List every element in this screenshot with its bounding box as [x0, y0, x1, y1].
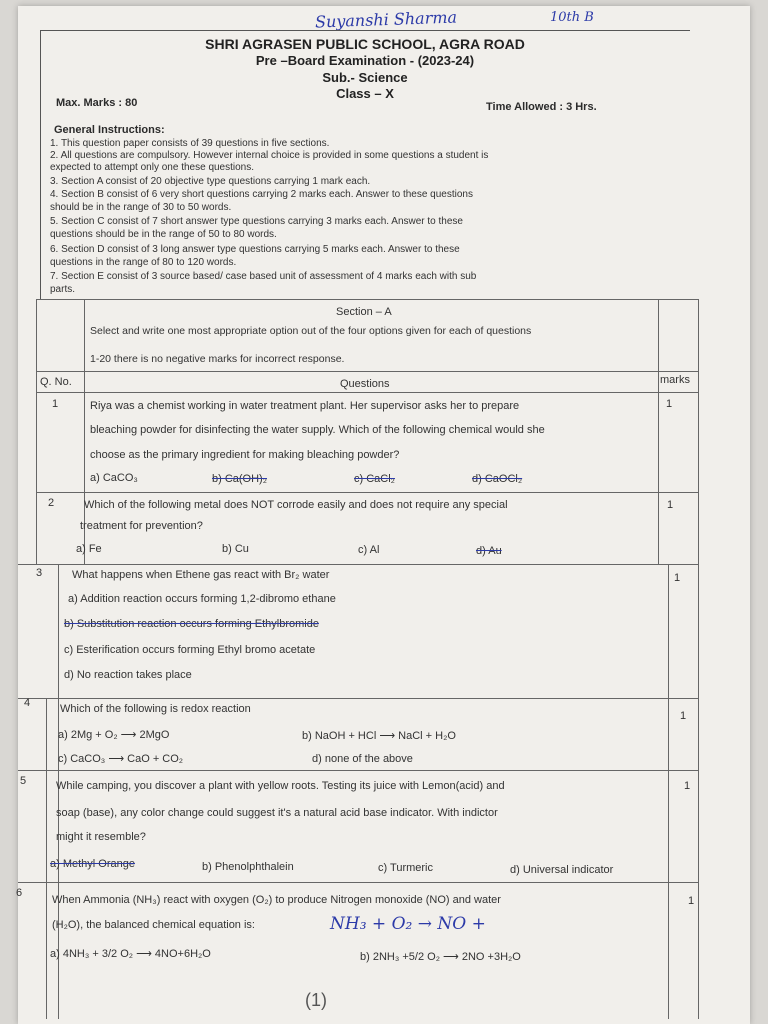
option-c: c) Al: [358, 544, 380, 556]
table-rule: [18, 882, 698, 883]
table-rule: [18, 698, 698, 699]
table-rule: [36, 299, 698, 300]
question-text: While camping, you discover a plant with yellow roots. Testing its juice with Lemon(acid) and: [56, 780, 505, 792]
section-instruction: Select and write one most appropriate option out of the four options given for each of questions: [90, 325, 532, 337]
question-number: 2: [48, 497, 55, 509]
section-instruction: 1-20 there is no negative marks for incorrect response.: [90, 353, 345, 365]
table-rule: [36, 299, 37, 564]
instruction-line: 5. Section C consist of 7 short answer type questions carrying 3 marks each. Answer to these: [50, 216, 463, 227]
instruction-line: expected to attempt only one these questions.: [50, 162, 255, 173]
option-a: a) Methyl Orange: [50, 858, 135, 870]
exam-title: Pre –Board Examination - (2023-24): [255, 53, 475, 68]
time-allowed: Time Allowed : 3 Hrs.: [486, 101, 597, 113]
instruction-line: 3. Section A consist of 20 objective type questions carrying 1 mark each.: [50, 176, 371, 187]
option-a: a) 4NH₃ + 3/2 O₂ ⟶ 4NO+6H₂O: [50, 948, 211, 960]
option-c: c) Turmeric: [378, 862, 433, 874]
instruction-line: questions in the range of 80 to 120 words.: [50, 257, 237, 268]
option-c: c) CaCl₂: [354, 473, 395, 485]
option-b: b) Ca(OH)₂: [212, 473, 267, 485]
question-text: Riya was a chemist working in water treatment plant. Her supervisor asks her to prepare: [90, 400, 520, 412]
table-rule: [18, 564, 698, 565]
option-c: c) Esterification occurs forming Ethyl bromo acetate: [64, 644, 316, 656]
question-text: What happens when Ethene gas react with Br₂ water: [72, 569, 330, 581]
question-marks: 1: [688, 895, 695, 907]
option-d: d) No reaction takes place: [64, 669, 192, 681]
handwritten-class: 10th B: [550, 10, 594, 25]
class-label: Class – X: [336, 86, 394, 101]
handwritten-answer: NH₃ + O₂ → NO +: [330, 914, 486, 934]
page-number: (1): [305, 990, 327, 1010]
option-a: a) Addition reaction occurs forming 1,2-dibromo ethane: [68, 593, 336, 605]
instruction-line: 7. Section E consist of 3 source based/ case based unit of assessment of 4 marks each with sub: [50, 271, 477, 282]
instruction-line: 1. This question paper consists of 39 questions in five sections.: [50, 138, 330, 149]
option-b: b) Substitution reaction occurs forming Ethylbromide: [64, 618, 319, 630]
option-d: d) Au: [476, 545, 502, 557]
question-text: soap (base), any color change could suggest it's a natural acid base indicator. With indictor: [56, 807, 498, 819]
table-rule: [668, 564, 669, 1019]
option-d: d) none of the above: [312, 753, 413, 765]
instruction-line: parts.: [50, 284, 76, 295]
question-number: 4: [24, 697, 31, 709]
instruction-line: 2. All questions are compulsory. However internal choice is provided in some questions a student is: [50, 150, 489, 161]
question-text: might it resemble?: [56, 831, 146, 843]
option-b: b) 2NH₃ +5/2 O₂ ⟶ 2NO +3H₂O: [360, 951, 521, 963]
question-marks: 1: [684, 780, 691, 792]
question-text: Which of the following metal does NOT corrode easily and does not require any special: [84, 499, 508, 511]
question-marks: 1: [666, 398, 673, 410]
question-number: 3: [36, 567, 43, 579]
option-a: a) Fe: [76, 543, 102, 555]
question-number: 5: [20, 775, 27, 787]
option-d: d) Universal indicator: [510, 864, 614, 876]
option-a: a) CaCO₃: [90, 472, 138, 484]
table-rule: [36, 371, 698, 372]
subject: Sub.- Science: [322, 70, 408, 85]
instruction-line: questions should be in the range of 50 to 80 words.: [50, 229, 277, 240]
school-name: SHRI AGRASEN PUBLIC SCHOOL, AGRA ROAD: [205, 36, 525, 52]
max-marks: Max. Marks : 80: [56, 97, 138, 109]
option-b: b) Cu: [222, 543, 249, 555]
question-text: treatment for prevention?: [80, 520, 203, 532]
table-rule: [18, 770, 698, 771]
question-text: (H₂O), the balanced chemical equation is:: [52, 919, 255, 931]
handwritten-name: Suyanshi Sharma: [314, 7, 458, 32]
table-rule: [36, 492, 698, 493]
question-text: Which of the following is redox reaction: [60, 703, 251, 715]
instruction-line: 4. Section B consist of 6 very short questions carrying 2 marks each. Answer to these questions: [50, 189, 473, 200]
col-header-questions: Questions: [340, 378, 390, 390]
option-c: c) CaCO₃ ⟶ CaO + CO₂: [58, 753, 184, 765]
instruction-line: 6. Section D consist of 3 long answer type questions carrying 5 marks each. Answer to these: [50, 244, 460, 255]
option-b: b) Phenolphthalein: [202, 861, 294, 873]
question-marks: 1: [680, 710, 687, 722]
table-rule: [698, 299, 699, 1019]
option-b: b) NaOH + HCl ⟶ NaCl + H₂O: [302, 730, 456, 742]
question-number: 1: [52, 398, 59, 410]
table-rule: [36, 392, 698, 393]
col-header-marks: marks: [660, 374, 690, 386]
question-text: bleaching powder for disinfecting the water supply. Which of the following chemical would she: [90, 424, 545, 436]
table-rule: [46, 698, 47, 1019]
question-marks: 1: [667, 499, 674, 511]
table-rule: [658, 299, 659, 564]
instruction-line: should be in the range of 30 to 50 words.: [50, 202, 232, 213]
question-text: When Ammonia (NH₃) react with oxygen (O₂) to produce Nitrogen monoxide (NO) and water: [52, 894, 501, 906]
question-marks: 1: [674, 572, 681, 584]
option-a: a) 2Mg + O₂ ⟶ 2MgO: [58, 729, 170, 741]
col-header-qno: Q. No.: [40, 376, 72, 388]
option-d: d) CaOCl₂: [472, 473, 523, 485]
question-text: choose as the primary ingredient for making bleaching powder?: [90, 449, 400, 461]
section-title: Section – A: [336, 306, 392, 318]
instructions-title: General Instructions:: [54, 124, 165, 136]
question-number: 6: [16, 887, 23, 899]
